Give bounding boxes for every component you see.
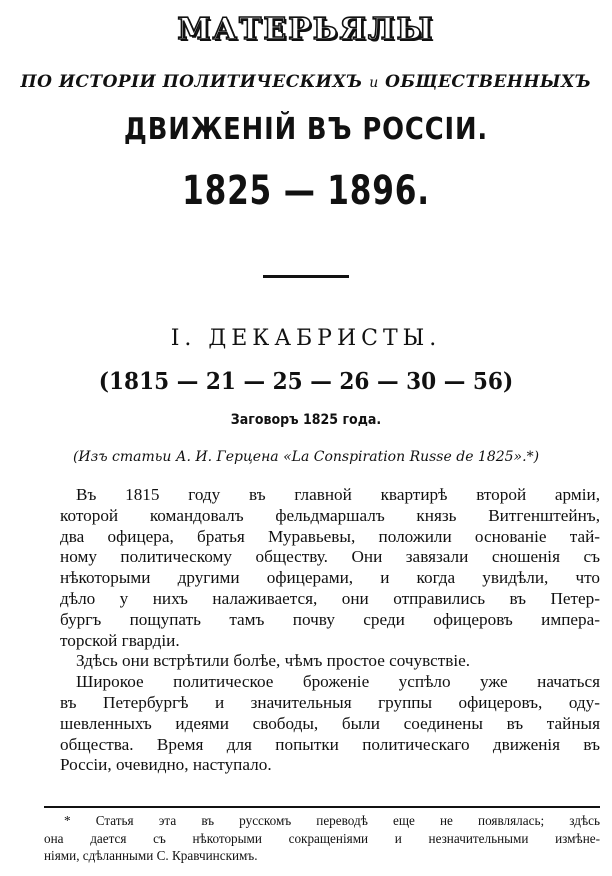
- source-attribution: (Изъ статьи А. И. Герцена «La Conspiration Russe de 1825».*): [72, 449, 540, 465]
- text-line: общества. Время для попытки политическаго движенія въ: [60, 734, 600, 754]
- footnote-line: ніями, сдѣланными С. Кравчинскимъ.: [44, 848, 258, 863]
- body-text: [44, 485, 600, 776]
- chapter-title: Заговоръ 1825 года.: [230, 412, 382, 428]
- text-line: Въ 1815 году въ главной квартирѣ второй арміи,: [76, 485, 600, 504]
- collection-title: МАТЕРЬЯЛЫ: [177, 12, 435, 47]
- collection-subtitle: [0, 72, 612, 92]
- subtitle-part-b: ОБЩЕСТВЕННЫХЪ: [385, 72, 592, 92]
- subtitle-conjunction: и: [369, 75, 379, 91]
- text-line: бургъ пощупать тамъ почву среди офицеровъ импера-: [60, 609, 600, 629]
- text-line: дѣло у нихъ налаживается, они отправились въ Петер-: [60, 588, 600, 608]
- section-dates: (1815 — 21 — 25 — 26 — 30 — 56): [98, 368, 514, 395]
- text-line: Россіи, очевидно, наступало.: [60, 755, 272, 775]
- paragraph-2: [44, 651, 600, 672]
- text-line: въ Петербургѣ и значительныя группы офицеровъ, оду-: [60, 692, 600, 712]
- text-line: которой командовалъ фельдмаршалъ князь Витгенштейнъ,: [60, 505, 600, 525]
- footnote: [44, 812, 600, 865]
- text-line: два офицера, братья Муравьевы, положили основаніе тай-: [60, 526, 600, 546]
- paragraph-1: [44, 485, 600, 651]
- section-heading: I. ДЕКАБРИСТЫ.: [170, 326, 442, 351]
- footnote-line: * Статья эта въ русскомъ переводѣ еще не появлялась; здѣсь: [64, 813, 600, 828]
- collection-movements-line: ДВИЖЕНІЙ ВЪ РОССІИ.: [123, 112, 489, 147]
- footnote-line: она дается съ нѣкоторыми сокращеніями и незначительными измѣне-: [44, 830, 600, 846]
- text-line: Широкое политическое броженіе успѣло уже начаться: [76, 672, 600, 692]
- title-divider: [263, 275, 349, 278]
- text-line: шевленныхъ идеями свободы, были соединены въ тайныя: [60, 713, 600, 733]
- text-line: ному политическому обществу. Они завязали сношенія съ: [60, 547, 600, 567]
- text-line: Здѣсь они встрѣтили болѣе, чѣмъ простое сочувствіе.: [76, 651, 471, 671]
- subtitle-part-a: ПО ИСТОРІИ ПОЛИТИЧЕСКИХЪ: [20, 72, 363, 92]
- collection-years: 1825 — 1896.: [182, 168, 430, 214]
- text-line: нѣкоторыми другими офицерами, и когда увидѣли, что: [60, 568, 600, 588]
- footnote-divider: [44, 806, 600, 808]
- paragraph-3: [44, 672, 600, 776]
- text-line: торской гвардіи.: [60, 630, 180, 650]
